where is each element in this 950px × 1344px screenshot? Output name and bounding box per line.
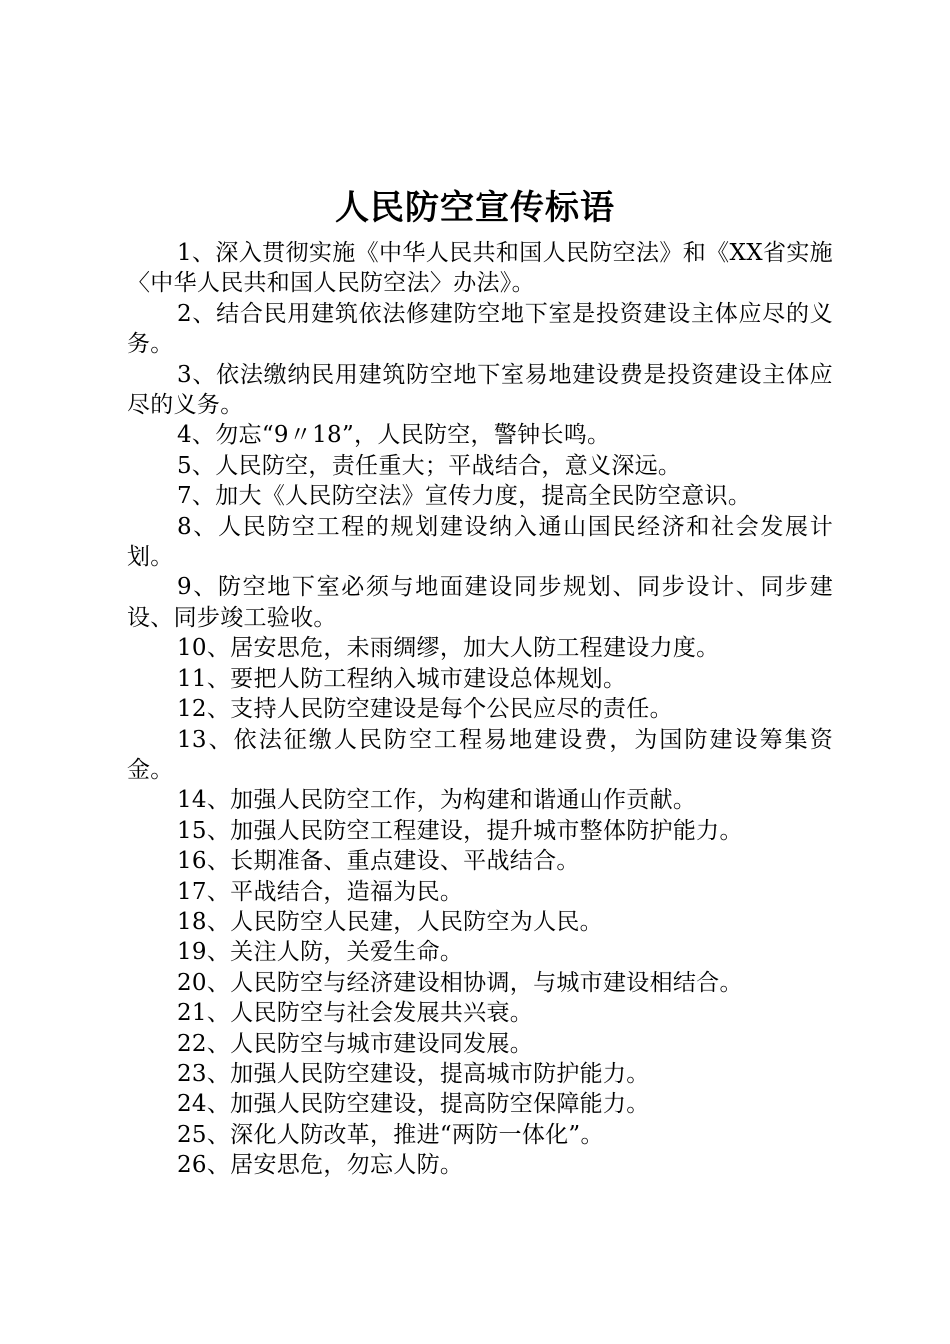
slogan-item-5: 5、人民防空，责任重大；平战结合，意义深远。 bbox=[177, 452, 682, 479]
document-title: 人民防空宣传标语 bbox=[335, 188, 615, 228]
slogan-item-7: 7、加大《人民防空法》宣传力度，提高全民防空意识。 bbox=[177, 483, 752, 510]
slogan-item-18: 18、人民防空人民建，人民防空为人民。 bbox=[177, 908, 603, 935]
slogan-item-20: 20、人民防空与经济建设相协调，与城市建设相结合。 bbox=[177, 969, 743, 996]
slogan-item-1: 1、深入贯彻实施《中华人民共和国人民防空法》和《XX省实施〈中华人民共和国人民防空法〉办法》。 bbox=[127, 240, 833, 297]
slogan-item-11: 11、要把人防工程纳入城市建设总体规划。 bbox=[177, 665, 627, 692]
slogan-item-12: 12、支持人民防空建设是每个公民应尽的责任。 bbox=[177, 696, 673, 723]
slogan-item-2: 2、结合民用建筑依法修建防空地下室是投资建设主体应尽的义务。 bbox=[127, 300, 833, 358]
slogan-item-23: 23、加强人民防空建设，提高城市防护能力。 bbox=[177, 1060, 650, 1087]
slogan-item-9: 9、防空地下室必须与地面建设同步规划、同步设计、同步建设、同步竣工验收。 bbox=[127, 574, 833, 631]
slogan-item-24: 24、加强人民防空建设，提高防空保障能力。 bbox=[177, 1091, 650, 1118]
slogan-item-21: 21、人民防空与社会发展共兴衰。 bbox=[177, 1000, 534, 1027]
slogan-item-19: 19、关注人防，关爱生命。 bbox=[177, 939, 464, 966]
slogan-list bbox=[127, 238, 833, 1181]
slogan-item-10: 10、居安思危，未雨绸缪，加大人防工程建设力度。 bbox=[177, 635, 720, 662]
slogan-item-8: 8、人民防空工程的规划建设纳入通山国民经济和社会发展计划。 bbox=[127, 513, 833, 571]
slogan-item-15: 15、加强人民防空工程建设，提升城市整体防护能力。 bbox=[177, 817, 743, 844]
slogan-item-14: 14、加强人民防空工作，为构建和谐通山作贡献。 bbox=[177, 787, 697, 814]
slogan-item-16: 16、长期准备、重点建设、平战结合。 bbox=[177, 848, 580, 875]
slogan-item-22: 22、人民防空与城市建设同发展。 bbox=[177, 1030, 534, 1057]
slogan-item-26: 26、居安思危，勿忘人防。 bbox=[177, 1152, 464, 1179]
slogan-item-3: 3、依法缴纳民用建筑防空地下室易地建设费是投资建设主体应尽的义务。 bbox=[127, 361, 833, 419]
slogan-item-4: 4、勿忘“9〃18”，人民防空，警钟长鸣。 bbox=[177, 422, 611, 449]
slogan-item-13: 13、依法征缴人民防空工程易地建设费，为国防建设筹集资金。 bbox=[127, 726, 833, 783]
slogan-item-17: 17、平战结合，造福为民。 bbox=[177, 878, 464, 905]
slogan-item-25: 25、深化人防改革，推进“两防一体化”。 bbox=[177, 1121, 604, 1148]
